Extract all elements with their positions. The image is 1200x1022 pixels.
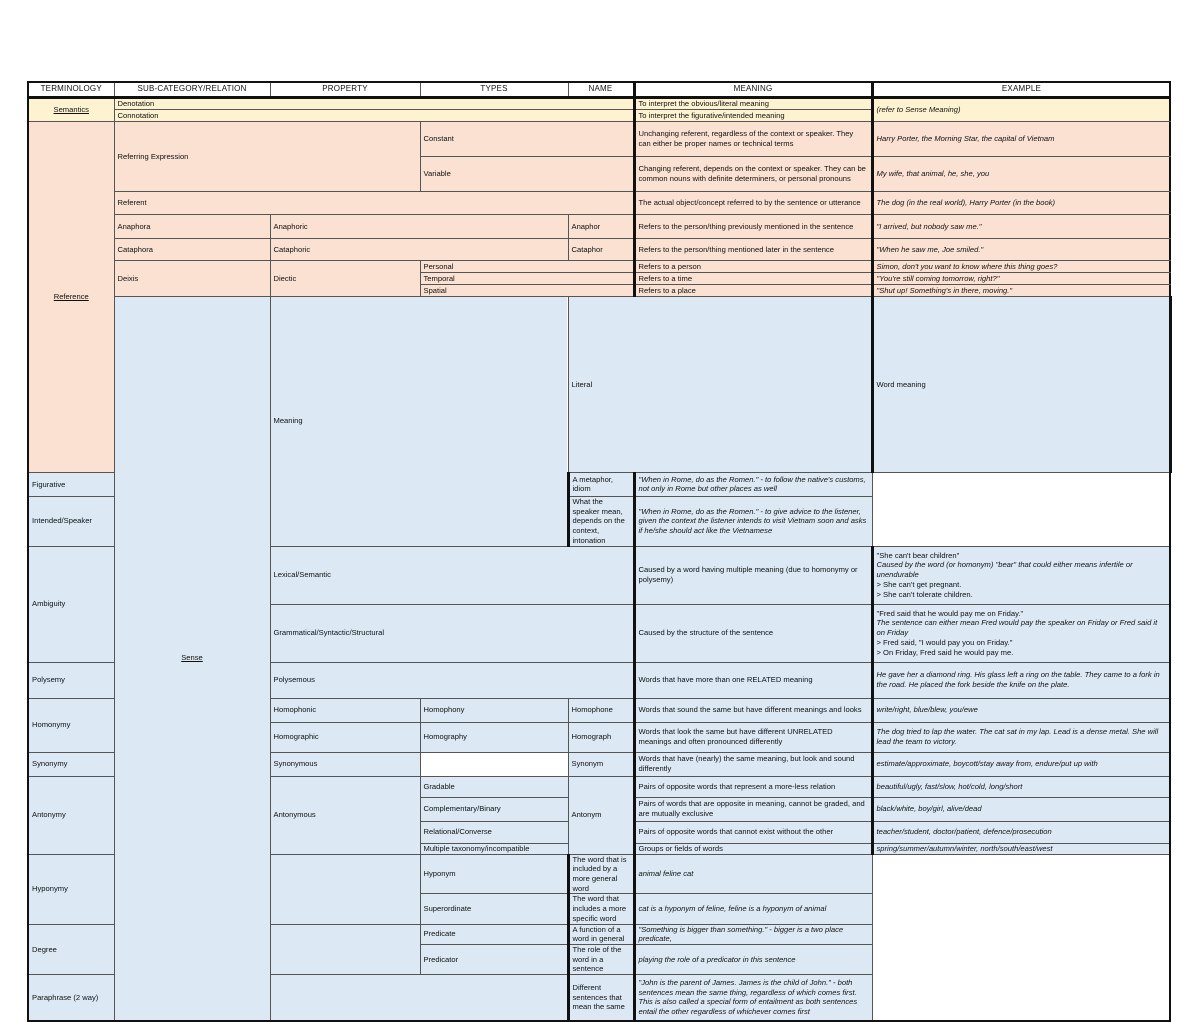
example-cell: "Something is bigger than something." - bigger is a two place predicate, xyxy=(634,924,872,944)
sub-homonymy: Homonymy xyxy=(28,698,114,752)
example-cell: cat is a hyponym of feline, feline is a hyponym of animal xyxy=(634,894,872,924)
sub-deixis: Deixis xyxy=(114,261,270,297)
empty-type-cell xyxy=(420,752,568,776)
example-cell: spring/summer/autumn/winter, north/south/east/west xyxy=(872,843,1170,854)
name-cell: Predicator xyxy=(420,945,568,975)
example-line: Caused by the word (or homonym) "bear" that could either means infertile or unendurable xyxy=(876,560,1133,580)
header-terminology: TERMINOLOGY xyxy=(28,82,114,98)
type-cell: Personal xyxy=(420,261,634,273)
name-cell: Predicate xyxy=(420,924,568,944)
table-row xyxy=(28,297,1170,473)
meaning-cell: A metaphor, idiom xyxy=(568,472,634,496)
meaning-cell: Pairs of opposite words that cannot exist without the other xyxy=(634,821,872,843)
type-cell: Figurative xyxy=(28,472,270,496)
example-cell: teacher/student, doctor/patient, defence/prosecution xyxy=(872,821,1170,843)
example-cell: Harry Porter, the Morning Star, the capital of Vietnam xyxy=(872,122,1170,157)
sub-hyponymy: Hyponymy xyxy=(28,854,420,924)
type-cell: Multiple taxonomy/incompatible xyxy=(420,843,568,854)
meaning-cell: Caused by the structure of the sentence xyxy=(634,604,872,662)
example-cell: The dog tried to lap the water. The cat sat in my lap. Lead is a dense metal. She will lead the team to victory. xyxy=(872,722,1170,752)
example-cell xyxy=(872,546,1170,604)
type-cell: Literal xyxy=(568,297,872,473)
example-cell: "Shut up! Something's in there, moving." xyxy=(872,285,1170,297)
meaning-cell: The word that includes a more specific word xyxy=(568,894,634,924)
property-cell: Antonymous xyxy=(270,776,420,854)
property-cell: Cataphoric xyxy=(270,239,568,261)
example-cell: "When he saw me, Joe smiled." xyxy=(872,239,1170,261)
table-row xyxy=(28,239,1170,261)
example-cell: estimate/approximate, boycott/stay away from, endure/put up with xyxy=(872,752,1170,776)
name-cell: Cataphor xyxy=(568,239,634,261)
sub-antonymy: Antonymy xyxy=(28,776,114,854)
example-cell: black/white, boy/girl, alive/dead xyxy=(872,797,1170,821)
sub-paraphrase: Paraphrase (2 way) xyxy=(28,975,568,1021)
example-line: > On Friday, Fred said he would pay me. xyxy=(876,647,1014,657)
property-cell: Lexical/Semantic xyxy=(270,546,634,604)
property-cell: Grammatical/Syntactic/Structural xyxy=(270,604,634,662)
meaning-cell: Words that sound the same but have different meanings and looks xyxy=(634,698,872,722)
example-line: The sentence can either mean Fred would pay the speaker on Friday or Fred said it on Friday xyxy=(876,618,1158,638)
example-cell: write/right, blue/blew, you/ewe xyxy=(872,698,1170,722)
type-cell: Gradable xyxy=(420,776,568,797)
property-cell: Homographic xyxy=(270,722,420,752)
type-cell: Homophony xyxy=(420,698,568,722)
example-line: > She can't get pregnant. xyxy=(876,579,962,589)
name-cell: Antonym xyxy=(568,776,634,854)
meaning-cell: Unchanging referent, regardless of the context or speaker. They can either be proper names or technical terms xyxy=(634,122,872,157)
name-cell: Synonym xyxy=(568,752,634,776)
header-example: EXAMPLE xyxy=(872,82,1170,98)
meaning-cell: Pairs of words that are opposite in meaning, cannot be graded, and are mutually exclusive xyxy=(634,797,872,821)
table-row xyxy=(28,472,1170,496)
meaning-cell: Refers to a person xyxy=(634,261,872,273)
header-meaning: MEANING xyxy=(634,82,872,98)
property-cell: Synonymous xyxy=(270,752,420,776)
meaning-cell: Words that have (nearly) the same meaning, but look and sound differently xyxy=(634,752,872,776)
type-cell: Complementary/Binary xyxy=(420,797,568,821)
example-cell: animal feline cat xyxy=(634,854,872,894)
example-cell: "You're still coming tomorrow, right?" xyxy=(872,273,1170,285)
meaning-cell: Changing referent, depends on the context or speaker. They can be common nouns with definite determiners, or personal pronouns xyxy=(634,157,872,192)
meaning-cell: A function of a word in general xyxy=(568,924,634,944)
example-cell: He gave her a diamond ring. His glass left a ring on the table. They came to a fork in the road. He placed the fork beside the knife on the plate. xyxy=(872,662,1170,698)
table-row xyxy=(28,854,1170,894)
type-cell: Constant xyxy=(420,122,634,157)
term-sense: Sense xyxy=(114,297,270,1021)
example-cell: (refer to Sense Meaning) xyxy=(872,98,1170,122)
meaning-cell: Word meaning xyxy=(872,297,1170,473)
type-cell: Spatial xyxy=(420,285,634,297)
sub-referring-expression: Referring Expression xyxy=(114,122,420,192)
example-cell: "When in Rome, do as the Romen." - to give advice to the listener, given the context the listener intends to visit Vietnam soon and asks if he/she should act like the Vietnamese xyxy=(634,496,872,546)
example-cell: Simon, don't you want to know where this thing goes? xyxy=(872,261,1170,273)
name-cell: Superordinate xyxy=(420,894,568,924)
meaning-cell: Groups or fields of words xyxy=(634,843,872,854)
example-line: > Fred said, "I would pay you on Friday." xyxy=(876,637,1013,647)
meaning-cell: The word that is included by a more general word xyxy=(568,854,634,894)
header-property: PROPERTY xyxy=(270,82,420,98)
example-line: > She can't tolerate children. xyxy=(876,589,973,599)
meaning-cell: Refers to a time xyxy=(634,273,872,285)
table-row xyxy=(28,98,1170,110)
name-cell: Homophone xyxy=(568,698,634,722)
example-line: "She can't bear children" xyxy=(876,550,960,560)
meaning-cell: To interpret the obvious/literal meaning xyxy=(634,98,872,110)
example-line: "Fred said that he would pay me on Friday." xyxy=(876,608,1024,618)
meaning-cell: Pairs of opposite words that represent a more-less relation xyxy=(634,776,872,797)
property-cell: Polysemous xyxy=(270,662,634,698)
example-cell: playing the role of a predicator in this sentence xyxy=(634,945,872,975)
meaning-cell: To interpret the figurative/intended meaning xyxy=(634,110,872,122)
terminology-table xyxy=(27,81,1171,1022)
meaning-cell: Refers to the person/thing mentioned later in the sentence xyxy=(634,239,872,261)
table-row xyxy=(28,215,1170,239)
type-cell: Intended/Speaker xyxy=(28,496,270,546)
name-cell: Hyponym xyxy=(420,854,568,894)
sub-denotation: Denotation xyxy=(114,98,634,110)
term-semantics: Semantics xyxy=(28,98,114,122)
meaning-cell: Words that look the same but have different UNRELATED meanings and often pronounced differently xyxy=(634,722,872,752)
example-cell: beautiful/ugly, fast/slow, hot/cold, long/short xyxy=(872,776,1170,797)
property-cell: Homophonic xyxy=(270,698,420,722)
sub-anaphora: Anaphora xyxy=(114,215,270,239)
sub-ambiguity: Ambiguity xyxy=(28,546,114,662)
sub-synonymy: Synonymy xyxy=(28,752,114,776)
example-cell: "John is the parent of James. James is the child of John." - both sentences mean the same thing, regardless of which comes first. This is also called a special form of entailment as both sentences entail the other regardless of whichever comes first xyxy=(634,975,872,1021)
header-row xyxy=(28,82,1170,98)
table-row xyxy=(28,924,1170,944)
table-row xyxy=(28,261,1170,273)
meaning-cell: The role of the word in a sentence xyxy=(568,945,634,975)
header-name: NAME xyxy=(568,82,634,98)
meaning-cell: Different sentences that mean the same xyxy=(568,975,634,1021)
term-reference: Reference xyxy=(28,122,114,473)
table-row xyxy=(28,496,1170,546)
type-cell: Variable xyxy=(420,157,634,192)
example-cell: "I arrived, but nobody saw me." xyxy=(872,215,1170,239)
property-cell: Anaphoric xyxy=(270,215,568,239)
example-cell: My wife, that animal, he, she, you xyxy=(872,157,1170,192)
sub-referent: Referent xyxy=(114,192,634,215)
sub-meaning: Meaning xyxy=(270,297,568,547)
meaning-cell: The actual object/concept referred to by the sentence or utterance xyxy=(634,192,872,215)
sub-polysemy: Polysemy xyxy=(28,662,114,698)
example-cell xyxy=(872,604,1170,662)
table-row xyxy=(28,975,1170,1021)
type-cell: Homography xyxy=(420,722,568,752)
example-cell: "When in Rome, do as the Romen." - to follow the native's customs, not only in Rome but other places as well xyxy=(634,472,872,496)
meaning-cell: What the speaker mean, depends on the context, intonation xyxy=(568,496,634,546)
table-row xyxy=(28,192,1170,215)
sub-degree: Degree xyxy=(28,924,420,975)
meaning-cell: Words that have more than one RELATED meaning xyxy=(634,662,872,698)
meaning-cell: Caused by a word having multiple meaning (due to homonymy or polysemy) xyxy=(634,546,872,604)
sub-connotation: Connotation xyxy=(114,110,634,122)
type-cell: Temporal xyxy=(420,273,634,285)
meaning-cell: Refers to a place xyxy=(634,285,872,297)
sub-cataphora: Cataphora xyxy=(114,239,270,261)
table-row xyxy=(28,122,1170,157)
name-cell: Anaphor xyxy=(568,215,634,239)
example-cell: The dog (in the real world), Harry Porter (in the book) xyxy=(872,192,1170,215)
meaning-cell: Refers to the person/thing previously mentioned in the sentence xyxy=(634,215,872,239)
name-cell: Homograph xyxy=(568,722,634,752)
property-cell: Diectic xyxy=(270,261,420,297)
header-subcategory: SUB-CATEGORY/RELATION xyxy=(114,82,270,98)
type-cell: Relational/Converse xyxy=(420,821,568,843)
header-types: TYPES xyxy=(420,82,568,98)
